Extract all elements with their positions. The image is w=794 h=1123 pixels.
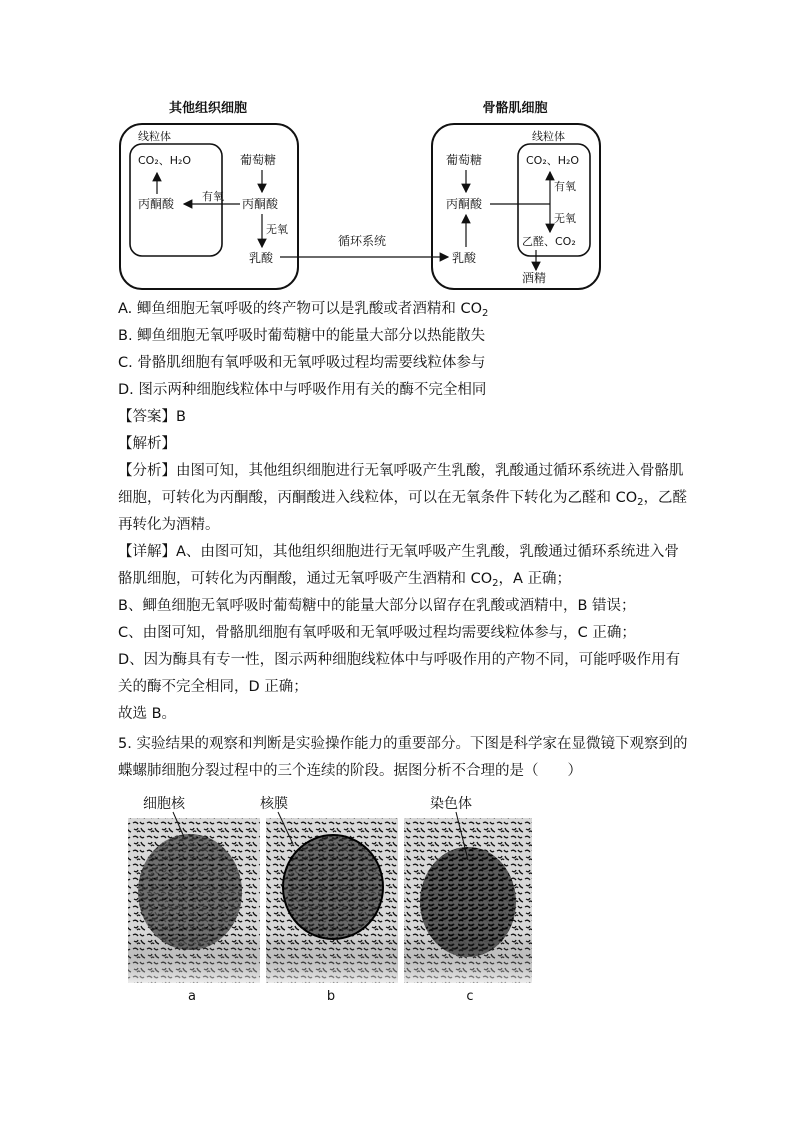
aerobic-label: 有氧 xyxy=(202,190,224,203)
left-glucose: 葡萄糖 xyxy=(240,153,277,167)
analysis-line-2-sub: 2 xyxy=(637,497,644,508)
left-mito-pyruvate: 丙酮酸 xyxy=(138,197,175,211)
left-co2-h2o: CO₂、H₂O xyxy=(138,154,192,167)
analysis-line-2a: 细胞，可转化为丙酮酸，丙酮酸进入线粒体，可以在无氧条件下转化为乙醛和 CO xyxy=(118,490,638,506)
right-pyruvate: 丙酮酸 xyxy=(446,197,483,211)
option-c: C. 骨骼肌细胞有氧呼吸和无氧呼吸过程均需要线粒体参与 xyxy=(118,355,486,371)
detail-line-7: 故选 B。 xyxy=(118,706,177,722)
right-co2-h2o: CO₂、H₂O xyxy=(526,154,580,167)
micrograph-panel-a xyxy=(128,812,260,983)
label-membrane: 核膜 xyxy=(260,796,288,812)
detail-line-1: 【详解】A、由图可知，其他组织细胞进行无氧呼吸产生乳酸，乳酸通过循环系统进入骨 xyxy=(118,544,679,560)
label-chromosome: 染色体 xyxy=(430,796,472,812)
circulation-label: 循环系统 xyxy=(338,234,387,248)
detail-line-6: 关的酶不完全相同，D 正确； xyxy=(118,679,308,695)
micrograph-panel-c xyxy=(404,812,532,983)
left-lactate: 乳酸 xyxy=(249,251,274,265)
caption-c: c xyxy=(466,989,474,1004)
right-cell-title: 骨骼肌细胞 xyxy=(482,101,548,116)
micrograph-svg xyxy=(118,792,548,1007)
right-aldehyde: 乙醛、CO₂ xyxy=(522,235,576,248)
micrograph-panel-b xyxy=(266,812,398,983)
analysis-line-1: 【分析】由图可知，其他组织细胞进行无氧呼吸产生乳酸，乳酸通过循环系统进入骨骼肌 xyxy=(118,463,684,479)
option-a-sub: 2 xyxy=(482,308,489,319)
respiration-diagram-svg xyxy=(110,92,610,297)
question-5-line-2: 蝶螺肺细胞分裂过程中的三个连续的阶段。据图分析不合理的是（ ） xyxy=(118,763,582,779)
right-lactate: 乳酸 xyxy=(452,251,477,265)
analysis-line-2b: ，乙醛 xyxy=(643,490,688,506)
option-b: B. 鲫鱼细胞无氧呼吸时葡萄糖中的能量大部分以热能散失 xyxy=(118,328,486,344)
left-pyruvate: 丙酮酸 xyxy=(242,197,279,211)
answer: 【答案】B xyxy=(118,409,186,425)
analysis-line-2 xyxy=(118,488,687,513)
right-glucose: 葡萄糖 xyxy=(446,153,483,167)
right-aerobic-label: 有氧 xyxy=(554,180,576,193)
caption-a: a xyxy=(188,989,196,1004)
option-a xyxy=(118,299,488,324)
analysis-heading: 【解析】 xyxy=(118,436,176,452)
caption-b: b xyxy=(326,989,336,1004)
detail-line-5: D、因为酶具有专一性，图示两种细胞线粒体中与呼吸作用的产物不同，可能呼吸作用有 xyxy=(118,652,681,668)
left-cell-title: 其他组织细胞 xyxy=(168,101,248,116)
detail-line-3: B、鲫鱼细胞无氧呼吸时葡萄糖中的能量大部分以留存在乳酸或酒精中，B 错误； xyxy=(118,598,636,614)
detail-line-2a: 骼肌细胞，可转化为丙酮酸，通过无氧呼吸产生酒精和 CO xyxy=(118,571,493,587)
respiration-diagram xyxy=(110,92,610,297)
right-mito-label: 线粒体 xyxy=(532,130,565,143)
anaerobic-label: 无氧 xyxy=(266,223,288,236)
right-anaerobic-label: 无氧 xyxy=(554,212,576,225)
detail-line-2 xyxy=(118,569,571,594)
micrograph-figure xyxy=(118,792,548,1007)
left-mito-label: 线粒体 xyxy=(138,130,171,143)
option-a-text: A. 鲫鱼细胞无氧呼吸的终产物可以是乳酸或者酒精和 CO xyxy=(118,301,483,317)
right-alcohol: 酒精 xyxy=(522,271,547,285)
detail-line-2-sub: 2 xyxy=(492,578,499,589)
question-5-line-1: 5. 实验结果的观察和判断是实验操作能力的重要部分。下图是科学家在显微镜下观察到的 xyxy=(118,736,688,752)
option-d: D. 图示两种细胞线粒体中与呼吸作用有关的酶不完全相同 xyxy=(118,382,487,398)
detail-line-4: C、由图可知，骨骼肌细胞有氧呼吸和无氧呼吸过程均需要线粒体参与，C 正确； xyxy=(118,625,636,641)
analysis-line-3: 再转化为酒精。 xyxy=(118,517,220,533)
detail-line-2b: ，A 正确； xyxy=(498,571,572,587)
label-nucleus: 细胞核 xyxy=(143,796,185,812)
